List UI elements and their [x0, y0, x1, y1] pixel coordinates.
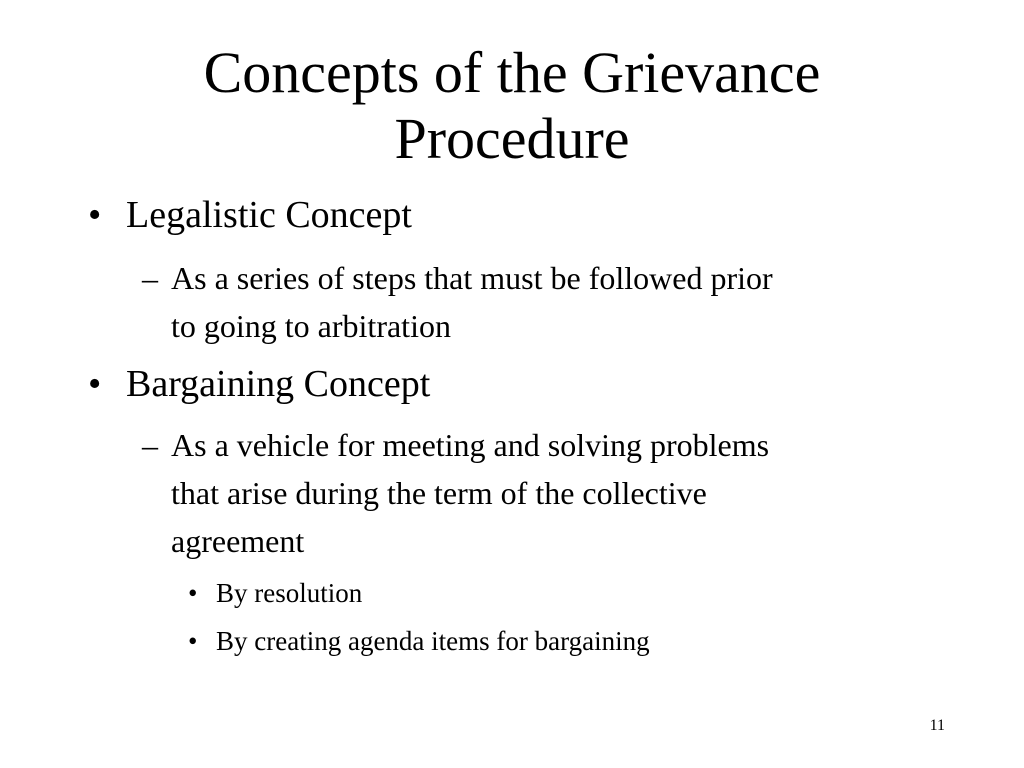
- sub-item-text: [171, 254, 773, 350]
- sub-item-line-2: that arise during the term of the collective: [171, 475, 707, 511]
- dash-glyph: –: [142, 427, 158, 463]
- bullet-text: Legalistic Concept: [126, 194, 412, 236]
- sub-sub-item-text: By resolution: [216, 578, 363, 608]
- bullet-glyph: •: [188, 626, 198, 656]
- slide-title-line-1: Concepts of the Grievance: [203, 40, 821, 105]
- dash-glyph: –: [142, 260, 158, 296]
- sub-sub-item-text: By creating agenda items for bargaining: [216, 626, 650, 656]
- bullet-glyph: •: [188, 578, 198, 608]
- bullet-glyph: •: [88, 363, 102, 405]
- sub-item-line-3: agreement: [171, 523, 305, 559]
- sub-item-line-2: to going to arbitration: [171, 308, 451, 344]
- bullet-glyph: •: [88, 194, 102, 236]
- sub-item-line-1: As a series of steps that must be followed prior: [171, 260, 773, 296]
- slide-title-line-2: Procedure: [394, 106, 630, 171]
- page-number: 11: [929, 717, 945, 734]
- sub-item-line-1: As a vehicle for meeting and solving problems: [171, 427, 770, 463]
- sub-item-text: [171, 421, 769, 565]
- bullet-text: Bargaining Concept: [126, 363, 431, 405]
